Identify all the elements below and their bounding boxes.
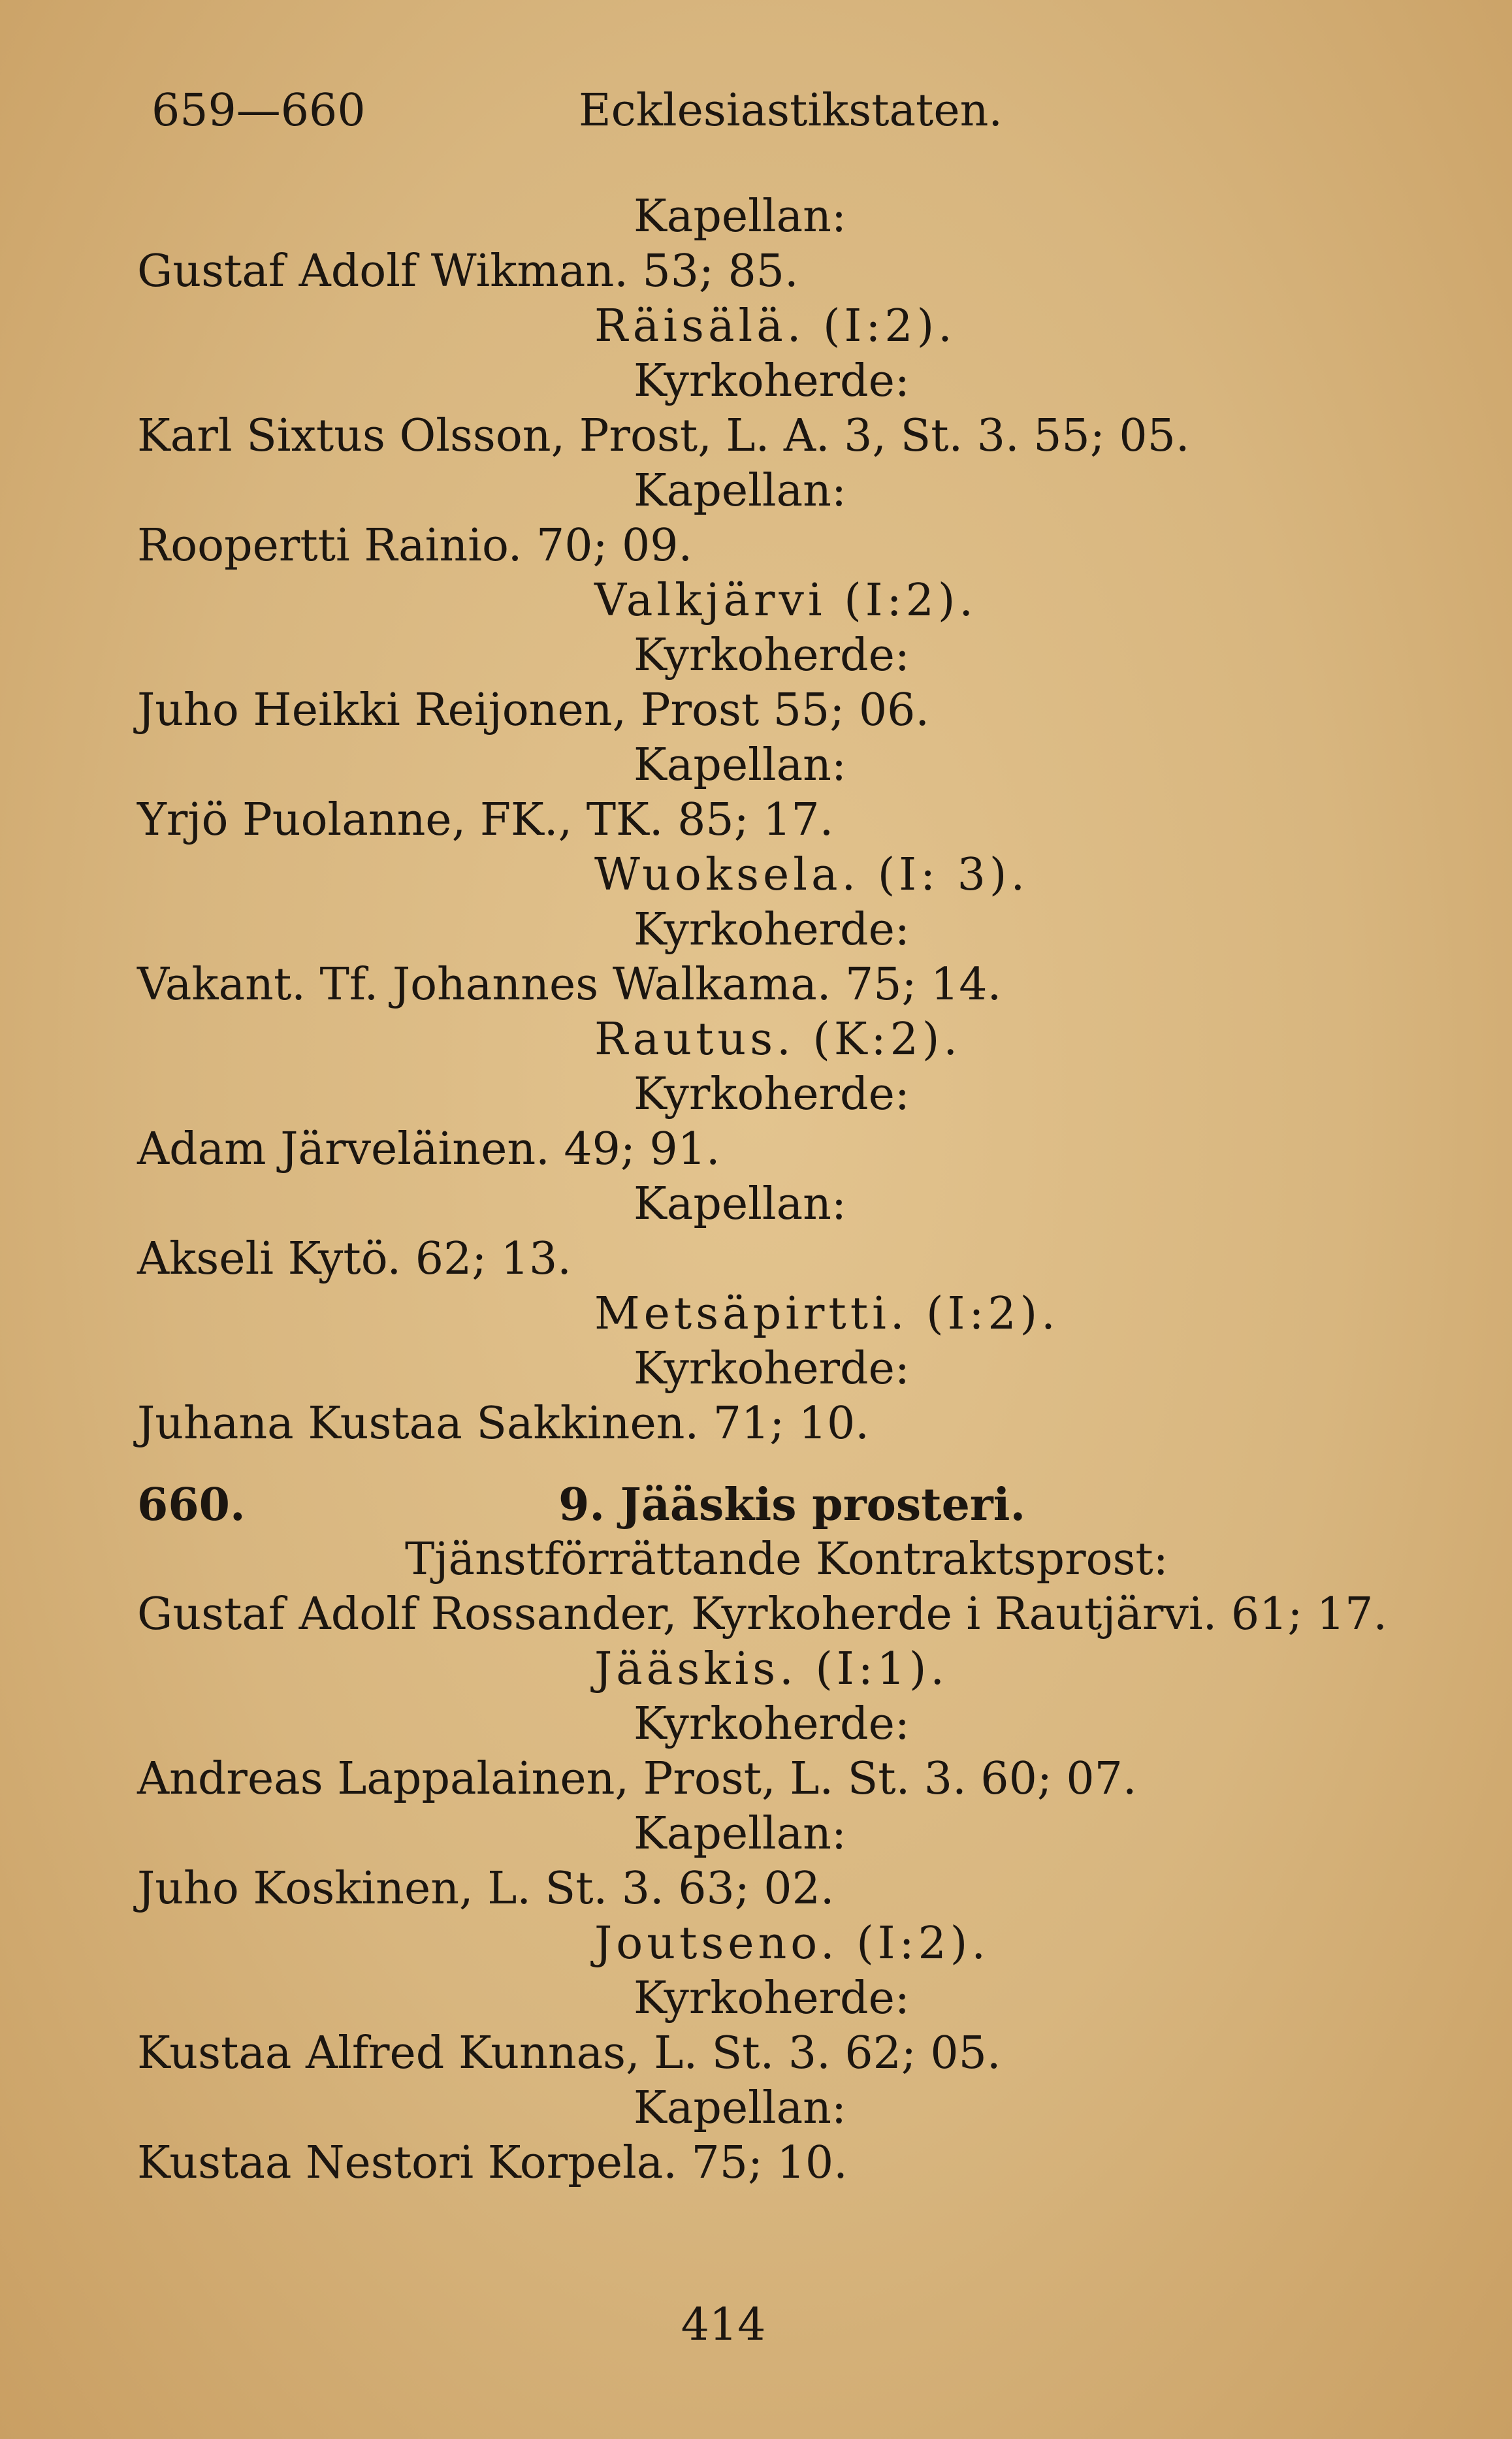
person-entry: Kustaa Alfred Kunnas, L. St. 3. 62; 05. [137, 2027, 1001, 2079]
person-entry: Gustaf Adolf Wikman. 53; 85. [137, 246, 799, 297]
page-header [152, 85, 1458, 150]
person-entry: Vakant. Tf. Johannes Walkama. 75; 14. [137, 959, 1002, 1010]
entries-list-1 [137, 189, 1443, 1451]
parish-heading: Jääskis. (I:1). [594, 1643, 949, 1695]
section-gap [137, 1451, 1443, 1478]
parish-heading: Rautus. (K:2). [594, 1014, 961, 1065]
parish-heading: Wuoksela. (I: 3). [594, 849, 1029, 901]
section-title: 9. Jääskis prosteri. [558, 1479, 1026, 1531]
section-heading [137, 1478, 1443, 1532]
document-body [137, 189, 1443, 2191]
person-entry: Roopertti Rainio. 70; 09. [137, 520, 693, 572]
role-label: Kapellan: [634, 739, 846, 791]
running-title: Ecklesiastikstaten. [579, 85, 1003, 137]
role-label: Kyrkoherde: [634, 1069, 910, 1120]
role-label: Kyrkoherde: [634, 355, 910, 407]
parish-heading: Joutseno. (I:2). [594, 1918, 989, 1969]
person-entry: Juho Heikki Reijonen, Prost 55; 06. [137, 685, 929, 736]
page-range: 659—660 [152, 85, 366, 137]
person-entry: Yrjö Puolanne, FK., TK. 85; 17. [137, 794, 834, 846]
entries-list-2 [137, 1532, 1443, 2191]
parish-heading: Valkjärvi (I:2). [594, 575, 977, 626]
role-label: Kyrkoherde: [634, 1343, 910, 1395]
person-entry: Juhana Kustaa Sakkinen. 71; 10. [137, 1398, 869, 1449]
person-entry: Karl Sixtus Olsson, Prost, L. A. 3, St. 3. 55; 05. [137, 410, 1190, 462]
role-label: Kapellan: [634, 2082, 846, 2134]
person-entry: Juho Koskinen, L. St. 3. 63; 02. [137, 1863, 835, 1914]
role-label: Kyrkoherde: [634, 630, 910, 681]
role-label: Kyrkoherde: [634, 904, 910, 956]
person-entry: Gustaf Adolf Rossander, Kyrkoherde i Rautjärvi. 61; 17. [137, 1589, 1388, 1640]
role-label: Kapellan: [634, 1808, 846, 1860]
person-entry: Akseli Kytö. 62; 13. [137, 1233, 571, 1285]
section-number: 660. [137, 1479, 246, 1531]
person-entry: Andreas Lappalainen, Prost, L. St. 3. 60; 07. [137, 1753, 1137, 1805]
role-label: Tjänstförrättande Kontraktsprost: [405, 1534, 1168, 1585]
role-label: Kapellan: [634, 465, 846, 517]
person-entry: Kustaa Nestori Korpela. 75; 10. [137, 2137, 848, 2189]
role-label: Kapellan: [634, 1178, 846, 1230]
role-label: Kyrkoherde: [634, 1973, 910, 2024]
parish-heading: Metsäpirtti. (I:2). [594, 1288, 1059, 1340]
person-entry: Adam Järveläinen. 49; 91. [137, 1123, 720, 1175]
parish-heading: Räisälä. (I:2). [594, 300, 956, 352]
role-label: Kapellan: [634, 191, 846, 242]
page-number: 414 [681, 2299, 766, 2351]
role-label: Kyrkoherde: [634, 1698, 910, 1750]
